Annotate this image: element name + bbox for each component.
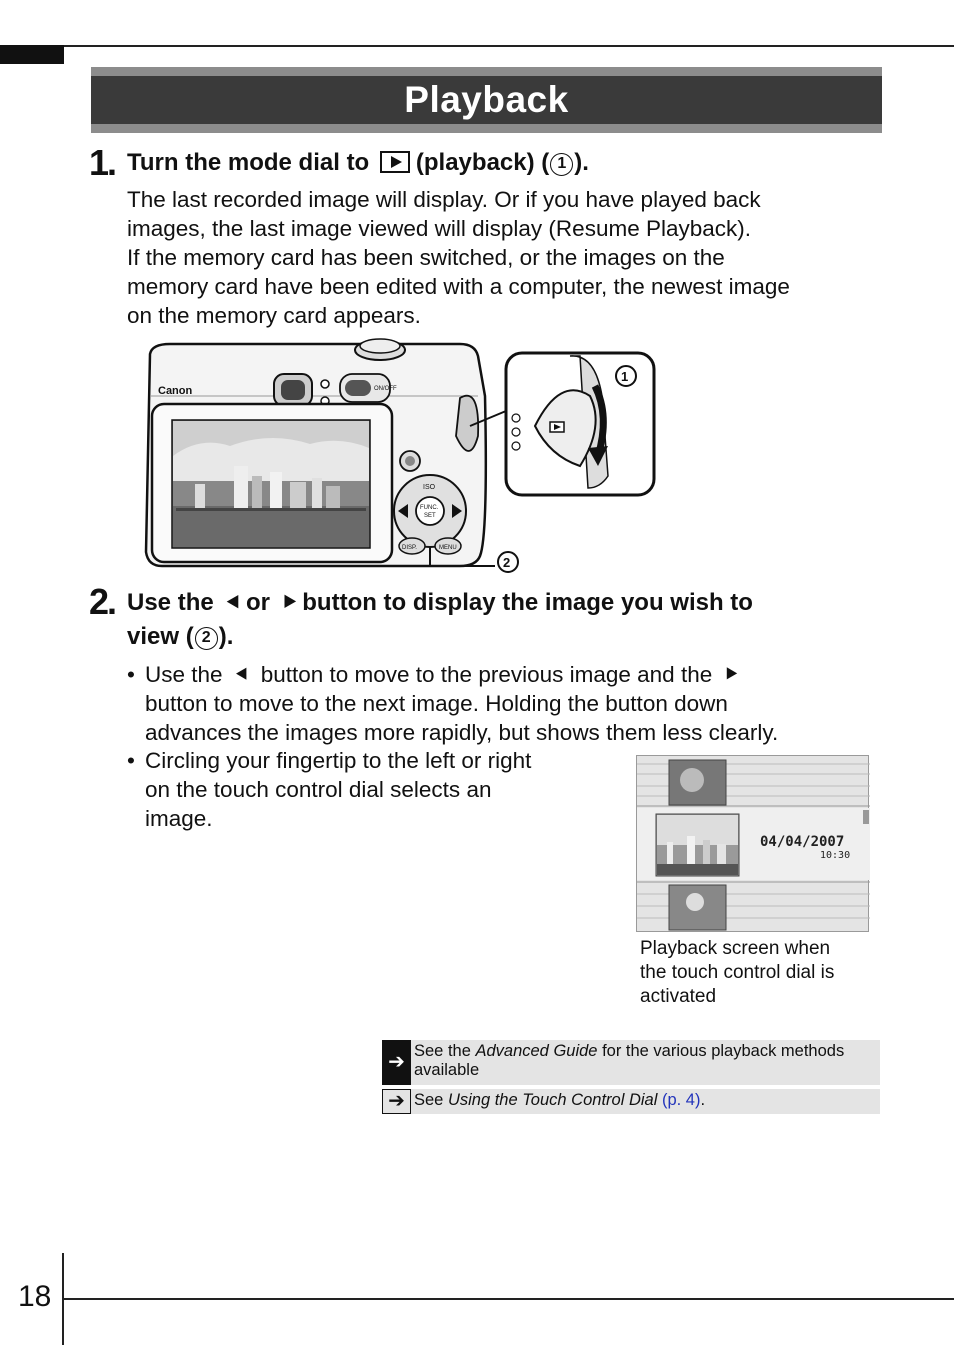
step-2-heading-line2-a: view ( (127, 623, 194, 650)
step-1-body (127, 185, 887, 330)
top-tab-marker (0, 45, 64, 64)
step-2-heading-a: Use the (127, 589, 214, 616)
page-number: 18 (18, 1280, 52, 1313)
step-2-heading-line2-b: ). (218, 623, 234, 650)
bullet-dot: • (127, 662, 135, 687)
reference-2-text (414, 1091, 874, 1110)
bullet-1 (127, 660, 887, 750)
right-arrow-icon: ⯈ (280, 590, 299, 615)
ref2-italic: Using the Touch Control Dial (447, 1091, 658, 1109)
step-1-line: memory card have been edited with a computer, the newest image (127, 274, 790, 299)
callout-2: 2 (503, 555, 511, 570)
step-2-heading-b: button to display the image you wish to (302, 589, 753, 616)
step-1-heading (127, 146, 589, 180)
callout-1: 1 (621, 369, 629, 384)
reference-arrow-icon: ➔ (382, 1040, 411, 1085)
step-1-line: on the memory card appears. (127, 303, 421, 328)
reference-1-text (414, 1042, 874, 1080)
caption-line: Playback screen when (640, 938, 831, 959)
page-title: Playback (404, 79, 569, 120)
set-label: SET (424, 513, 436, 519)
menu-label: MENU (439, 545, 457, 551)
bullet-1-line3: advances the images more rapidly, but shows them less clearly. (145, 720, 779, 745)
bullet-2-line: on the touch control dial selects an (145, 777, 492, 802)
ref1-a: See the (414, 1042, 476, 1060)
bullet-2 (127, 746, 597, 836)
playback-screen-figure (636, 755, 869, 932)
ref1-b: for the various playback methods (597, 1042, 845, 1060)
step-1-number: 1. (89, 142, 116, 183)
playback-mode-icon (380, 151, 410, 173)
bullet-dot: • (127, 748, 135, 773)
bullet-2-text (145, 746, 531, 833)
iso-label: ISO (423, 484, 436, 491)
step-2-heading (127, 586, 753, 620)
reference-advanced-guide (382, 1040, 880, 1085)
ref1-line2: available (414, 1061, 480, 1079)
ref1-italic: Advanced Guide (475, 1042, 598, 1060)
page-link[interactable]: (p. 4) (661, 1091, 701, 1109)
step-1-heading-b: (playback) ( (415, 149, 550, 176)
title-band-top (91, 67, 882, 76)
bullet-1-text (145, 660, 778, 747)
func-label: FUNC. (420, 505, 439, 511)
ref2-end: . (700, 1091, 706, 1109)
step-1-heading-c: ). (574, 149, 589, 176)
step-1-line: The last recorded image will display. Or if you have played back (127, 187, 761, 212)
bullet-2-line: image. (145, 806, 213, 831)
reference-touch-control-dial (382, 1089, 880, 1114)
camera-brand-label: Canon (158, 385, 193, 397)
bullet-2-line: Circling your fingertip to the left or right (145, 748, 532, 773)
footer-rule (63, 1298, 954, 1300)
bullet-1-line1-a: Use the (145, 662, 223, 687)
screen-date: 04/04/2007 (760, 834, 845, 850)
bullet-1-line1-b: button to move to the previous image and the (260, 662, 713, 687)
step-2-heading-line2 (127, 620, 233, 654)
circled-number-1: 1 (550, 153, 573, 176)
step-1-line: images, the last image viewed will display (Resume Playback). (127, 216, 752, 241)
playback-screen-illustration (637, 756, 870, 933)
left-arrow-icon: ⯇ (224, 590, 242, 615)
top-rule (0, 45, 954, 47)
step-1-heading-a: Turn the mode dial to (127, 149, 370, 176)
screen-time: 10:30 (820, 850, 851, 861)
ref2-a: See (414, 1091, 448, 1109)
right-arrow-icon: ⯈ (722, 662, 741, 687)
screen-caption (640, 937, 880, 1009)
bullet-1-line2: button to move to the next image. Holding the button down (145, 691, 728, 716)
caption-line: activated (640, 986, 717, 1007)
left-arrow-icon: ⯇ (232, 662, 251, 687)
caption-line: the touch control dial is (640, 962, 835, 983)
circled-number-2: 2 (195, 627, 218, 650)
reference-arrow-icon: ➔ (382, 1089, 411, 1114)
onoff-label: ON/OFF (374, 386, 397, 392)
step-1-line: If the memory card has been switched, or the images on the (127, 245, 725, 270)
title-band-bottom (91, 124, 882, 133)
camera-illustration (140, 336, 660, 576)
section-title-bar (91, 67, 882, 133)
step-2-heading-or: or (245, 589, 270, 616)
disp-label: DISP. (402, 545, 417, 551)
step-2-number: 2. (89, 581, 116, 622)
